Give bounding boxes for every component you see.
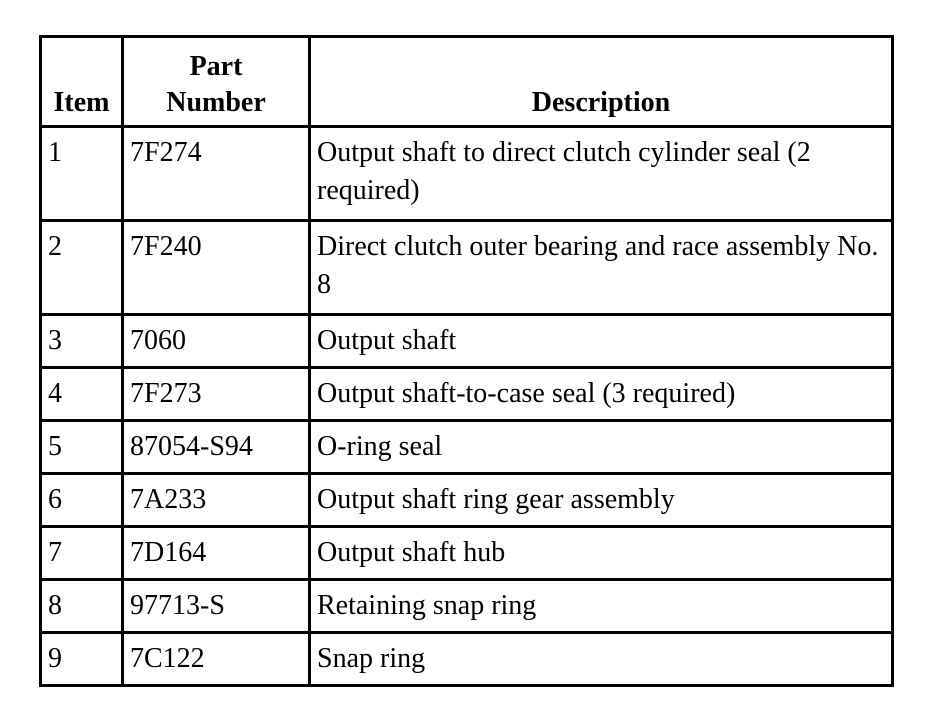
cell-item: 5 <box>41 421 123 474</box>
table-row <box>41 527 893 580</box>
cell-part-number: 7F273 <box>123 368 310 421</box>
table-row <box>41 421 893 474</box>
cell-part-number: 7F240 <box>123 221 310 315</box>
cell-part-number: 7D164 <box>123 527 310 580</box>
table-row <box>41 580 893 633</box>
cell-item: 4 <box>41 368 123 421</box>
parts-table <box>39 35 894 687</box>
cell-part-number: 7A233 <box>123 474 310 527</box>
header-part-number-line1: Part <box>189 51 243 82</box>
cell-description: Output shaft-to-case seal (3 required) <box>310 368 893 421</box>
header-part-number-line2: Number <box>166 87 266 118</box>
cell-item: 8 <box>41 580 123 633</box>
cell-item: 3 <box>41 315 123 368</box>
cell-part-number: 87054-S94 <box>123 421 310 474</box>
cell-part-number: 7F274 <box>123 127 310 221</box>
cell-description: Snap ring <box>310 633 893 686</box>
table-row <box>41 127 893 221</box>
cell-item: 1 <box>41 127 123 221</box>
cell-part-number: 7060 <box>123 315 310 368</box>
cell-description: Output shaft hub <box>310 527 893 580</box>
cell-part-number: 97713-S <box>123 580 310 633</box>
table-header-row <box>41 37 893 127</box>
cell-description: Output shaft ring gear assembly <box>310 474 893 527</box>
cell-description: O-ring seal <box>310 421 893 474</box>
cell-description: Direct clutch outer bearing and race assembly No. 8 <box>310 221 893 315</box>
cell-description: Output shaft <box>310 315 893 368</box>
cell-description: Output shaft to direct clutch cylinder seal (2 required) <box>310 127 893 221</box>
table-row <box>41 315 893 368</box>
cell-item: 7 <box>41 527 123 580</box>
cell-item: 9 <box>41 633 123 686</box>
header-part-number <box>123 37 310 127</box>
table-row <box>41 633 893 686</box>
header-description: Description <box>310 37 893 127</box>
cell-description: Retaining snap ring <box>310 580 893 633</box>
table-row <box>41 221 893 315</box>
header-item: Item <box>41 37 123 127</box>
cell-item: 2 <box>41 221 123 315</box>
cell-part-number: 7C122 <box>123 633 310 686</box>
cell-item: 6 <box>41 474 123 527</box>
table-row <box>41 474 893 527</box>
table-row <box>41 368 893 421</box>
